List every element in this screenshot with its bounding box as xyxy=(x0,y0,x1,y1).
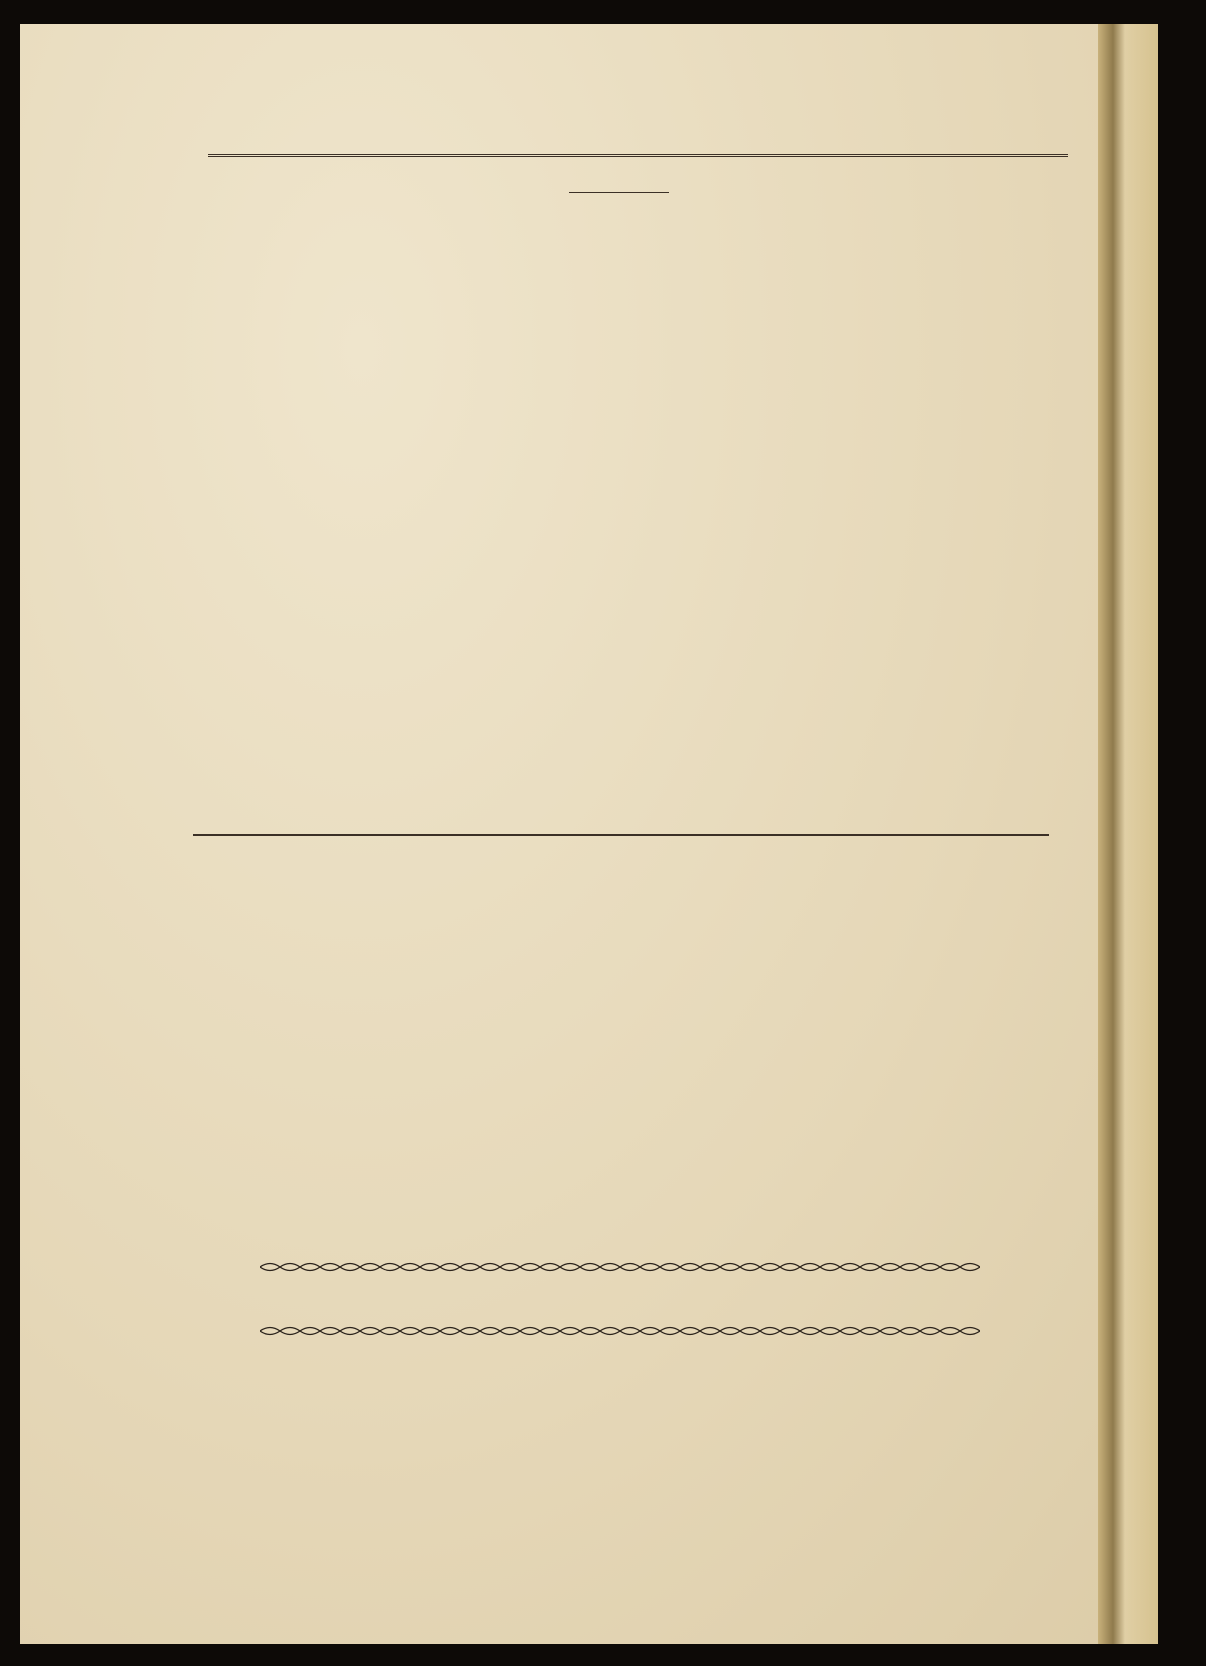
wavy-rule-upper xyxy=(260,1260,980,1274)
ornament-border-bottom xyxy=(190,1428,1050,1468)
page-header xyxy=(208,120,1068,157)
section-rule xyxy=(193,834,1049,836)
advertisement xyxy=(190,848,1050,1468)
ornament-border-top xyxy=(190,848,1050,888)
article-text xyxy=(193,187,1051,241)
book-spine xyxy=(1098,24,1158,1644)
ornament-border-left xyxy=(190,888,230,1428)
ornament-border-right xyxy=(1010,888,1050,1428)
short-separator xyxy=(569,192,669,193)
wavy-rule-lower xyxy=(260,1324,980,1338)
advertisement-content xyxy=(230,888,1010,1428)
